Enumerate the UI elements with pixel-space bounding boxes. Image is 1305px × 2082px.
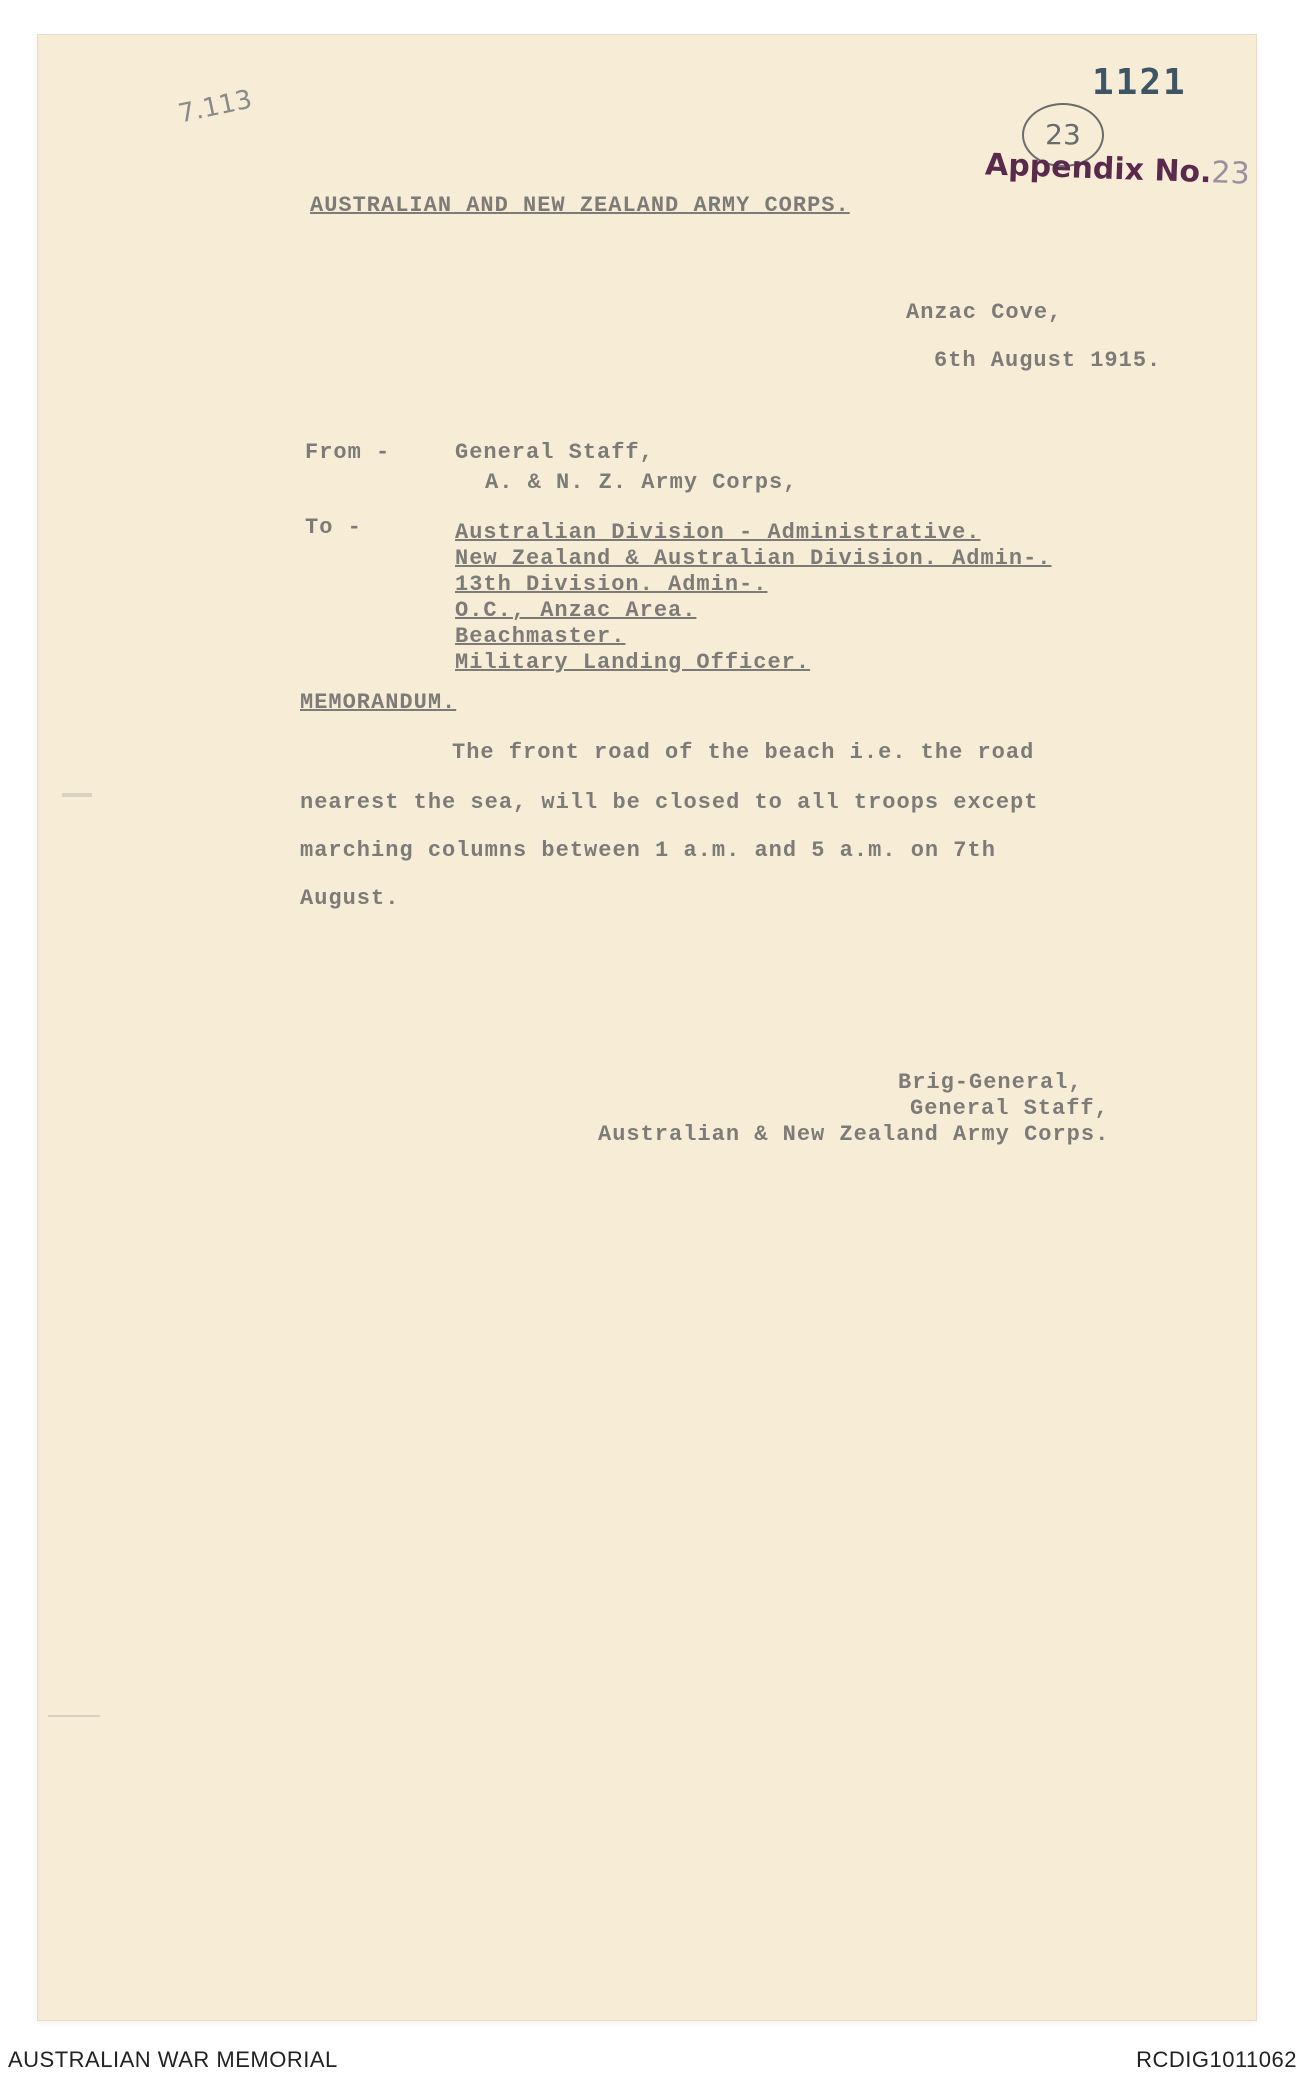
body-line: The front road of the beach i.e. the road <box>452 740 1035 765</box>
from-line: General Staff, <box>455 440 654 465</box>
to-line: 13th Division. Admin-. <box>455 572 768 597</box>
appendix-number: 23 <box>1210 155 1251 192</box>
date-line: 6th August 1915. <box>934 348 1162 373</box>
letterhead-title: AUSTRALIAN AND NEW ZEALAND ARMY CORPS. <box>310 193 850 218</box>
to-line: Australian Division - Administrative. <box>455 520 981 545</box>
body-line: nearest the sea, will be closed to all troops except <box>300 790 1039 815</box>
punch-hole-mark <box>62 793 92 797</box>
to-line: Beachmaster. <box>455 624 626 649</box>
body-line: marching columns between 1 a.m. and 5 a.m. on 7th <box>300 838 996 863</box>
stamp-folio-number: 1121 <box>1092 62 1187 103</box>
punch-hole-mark <box>48 1715 100 1717</box>
from-line: A. & N. Z. Army Corps, <box>485 470 798 495</box>
to-label: To - <box>305 515 362 540</box>
to-line: Military Landing Officer. <box>455 650 811 675</box>
footer-institution: AUSTRALIAN WAR MEMORIAL <box>8 2047 338 2072</box>
signature-line: Australian & New Zealand Army Corps. <box>598 1122 1110 1147</box>
from-label: From - <box>305 440 391 465</box>
appendix-label: Appendix No. <box>984 147 1213 191</box>
document-page <box>38 35 1256 2020</box>
place-line: Anzac Cove, <box>906 300 1063 325</box>
to-line: O.C., Anzac Area. <box>455 598 697 623</box>
to-line: New Zealand & Australian Division. Admin-. <box>455 546 1052 571</box>
signature-line: General Staff, <box>910 1096 1109 1121</box>
circled-number: 23 <box>1022 103 1104 167</box>
pencil-archive-reference: 7.113 <box>175 84 255 130</box>
signature-line: Brig-General, <box>898 1070 1083 1095</box>
memorandum-heading: MEMORANDUM. <box>300 690 457 715</box>
body-line: August. <box>300 886 400 911</box>
footer-image-id: RCDIG1011062 <box>1136 2047 1297 2072</box>
